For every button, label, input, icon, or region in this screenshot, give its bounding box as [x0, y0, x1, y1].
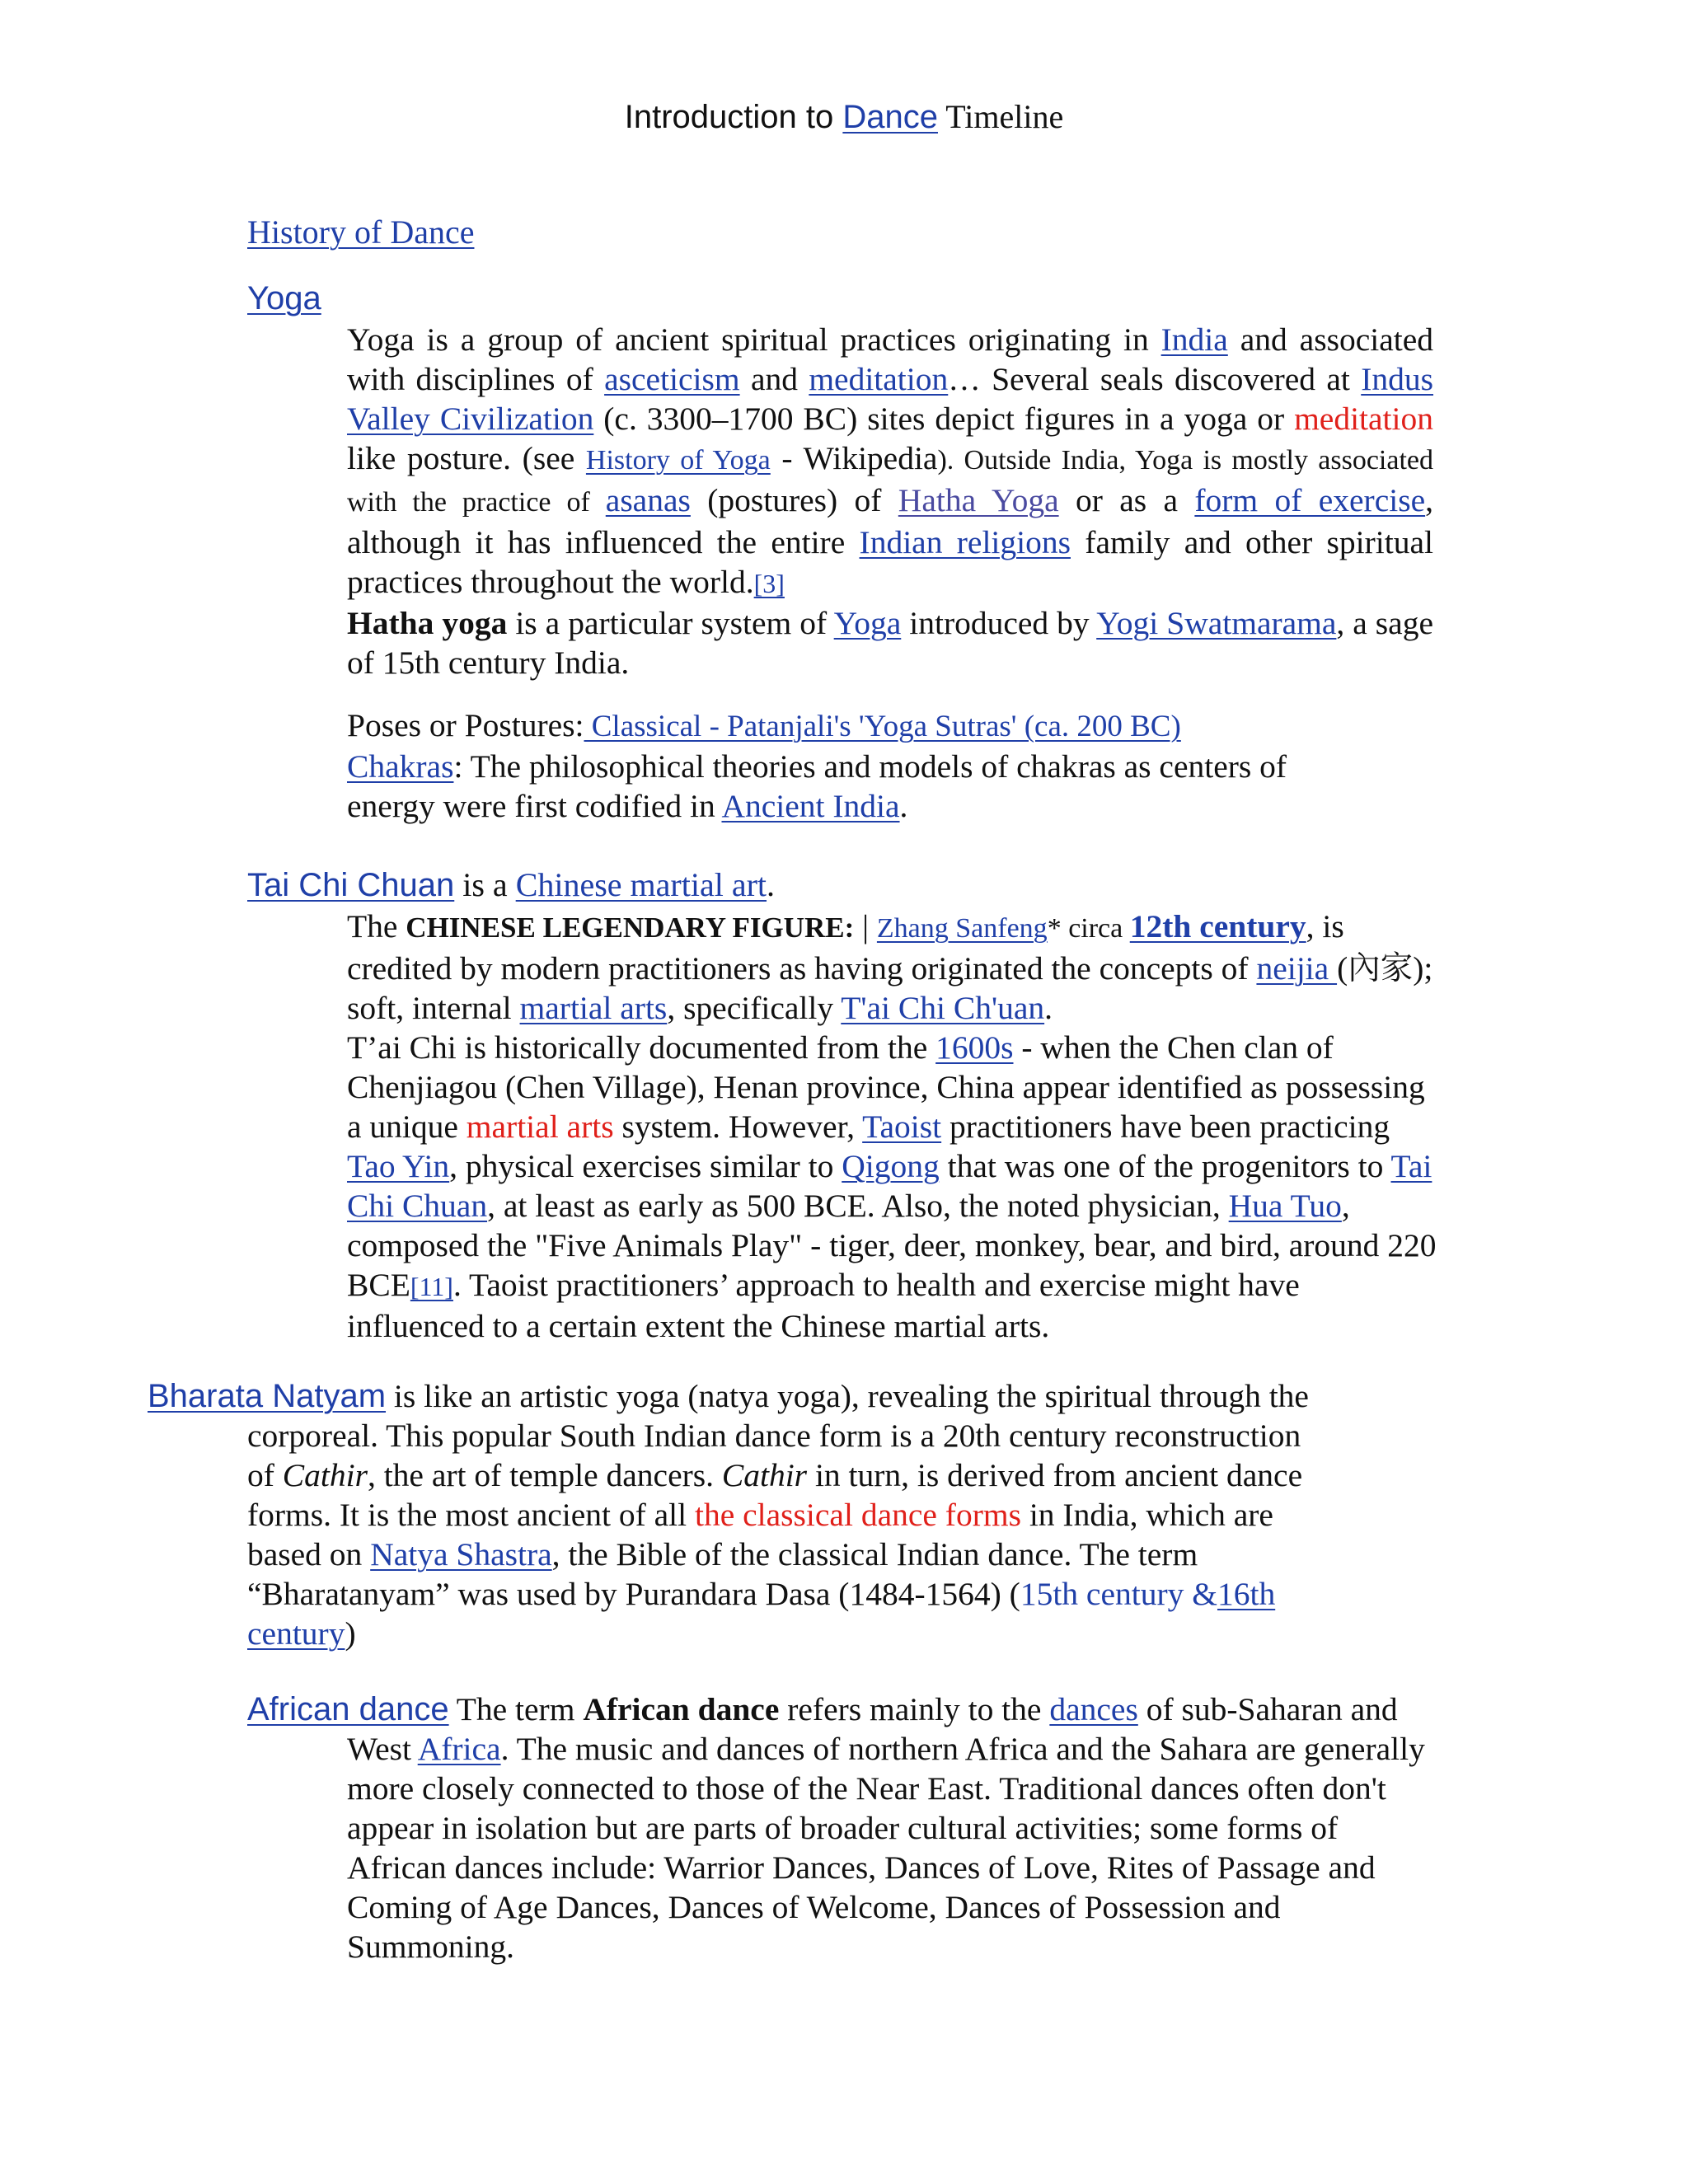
- india-link[interactable]: India: [1160, 321, 1228, 358]
- text: in turn, is derived from ancient dance forms. It is the most ancient of all: [247, 1457, 1303, 1533]
- text: * circa: [1047, 913, 1130, 944]
- qigong-link[interactable]: Qigong: [842, 1148, 940, 1184]
- legendary-figure-bold: CHINESE LEGENDARY FIGURE:: [406, 912, 855, 944]
- text: - Wikipedia: [770, 440, 938, 476]
- cathir-italic-2: Cathir: [721, 1457, 808, 1493]
- text: … Several seals discovered at: [948, 361, 1362, 397]
- text: |: [854, 908, 877, 944]
- natya-shastra-link[interactable]: Natya Shastra: [370, 1536, 552, 1572]
- asceticism-link[interactable]: asceticism: [604, 361, 740, 397]
- yoga-heading-link[interactable]: Yoga: [247, 280, 321, 316]
- tai-chi-chuan-link-2[interactable]: Tai Chi Chuan: [347, 1148, 1432, 1224]
- tai-chi-chuan-link[interactable]: T'ai Chi Ch'uan: [841, 990, 1045, 1026]
- text: , composed the "Five Animals Play" - tiger, deer, monkey, bear, and bird, around 220 BCE: [347, 1188, 1437, 1303]
- text: , at least as early as 500 BCE. Also, the noted physician,: [487, 1188, 1229, 1224]
- text: family and other spiritual practices throughout the world.: [347, 524, 1433, 600]
- text: refers mainly to the: [779, 1691, 1050, 1727]
- taoist-link[interactable]: Taoist: [862, 1108, 942, 1145]
- text: like posture. (see: [347, 440, 586, 476]
- text: is a: [454, 866, 516, 903]
- ref-3-link[interactable]: [3]: [753, 569, 785, 598]
- african-dance-bold: African dance: [583, 1691, 780, 1727]
- taichi-paragraph: [347, 907, 1443, 1346]
- text: practitioners have been practicing: [941, 1108, 1390, 1145]
- ref-11-link[interactable]: [11]: [410, 1272, 453, 1301]
- hatha-yoga-link[interactable]: Hatha Yoga: [898, 482, 1059, 518]
- text: , the Bible of the classical Indian dance. The term “Bharatanyam” was used by Purandara Dasa (1484-1564) (: [247, 1536, 1198, 1612]
- indian-religions-link[interactable]: Indian religions: [859, 524, 1071, 560]
- text: is a particular system of: [507, 605, 834, 641]
- text: that was one of the progenitors to: [939, 1148, 1391, 1184]
- hua-tuo-link[interactable]: Hua Tuo: [1228, 1188, 1342, 1224]
- taichi-heading-link[interactable]: Tai Chi Chuan: [247, 867, 455, 903]
- ancient-india-link[interactable]: Ancient India: [721, 788, 900, 824]
- text: Poses or Postures:: [347, 707, 584, 743]
- text: The: [347, 908, 406, 944]
- text: (內家); soft, internal: [347, 950, 1433, 1026]
- title-prefix: Introduction to: [624, 99, 843, 135]
- neijia-link[interactable]: neijia: [1256, 950, 1338, 987]
- meditation-link[interactable]: meditation: [809, 361, 949, 397]
- martial-arts-link[interactable]: martial arts: [519, 990, 668, 1026]
- text: (c. 3300–1700 BC) sites depict figures in a yoga or: [593, 401, 1295, 437]
- text: .: [1044, 990, 1053, 1026]
- history-of-dance-link[interactable]: History of Dance: [247, 213, 475, 251]
- text: - when the Chen clan of Chenjiagou (Chen Village), Henan province, China appear identified as possessing a unique: [347, 1029, 1425, 1145]
- dance-link[interactable]: Dance: [842, 99, 938, 135]
- text: of sub-Saharan and West: [347, 1691, 1398, 1767]
- classical-patanjali-link[interactable]: Classical - Patanjali's 'Yoga Sutras' (ca. 200 BC): [584, 710, 1181, 743]
- text: introduced by: [901, 605, 1097, 641]
- dances-link[interactable]: dances: [1049, 1691, 1138, 1727]
- text: in India, which are based on: [247, 1497, 1273, 1572]
- sixteenth-century-link[interactable]: 16th century: [247, 1576, 1276, 1652]
- text: is like an artistic yoga (natya yoga), revealing the spiritual through the corporeal. This popular South Indian dance form is a 20th century reconstruction of: [247, 1378, 1309, 1493]
- text: (postures) of: [690, 482, 898, 518]
- text: or as a: [1058, 482, 1195, 518]
- bharata-natyam-heading-link[interactable]: Bharata Natyam: [148, 1378, 387, 1414]
- yoga-postures-paragraph: [347, 705, 1303, 826]
- 1600s-link[interactable]: 1600s: [935, 1029, 1014, 1066]
- history-of-yoga-link[interactable]: History of Yoga: [585, 445, 771, 476]
- text: system. However,: [613, 1108, 863, 1145]
- text: .: [767, 866, 776, 903]
- chinese-martial-art-link[interactable]: Chinese martial art: [515, 866, 767, 903]
- text: .: [899, 788, 908, 824]
- taichi-heading-row: [247, 865, 775, 904]
- indus-valley-link[interactable]: Indus Valley Civilization: [347, 361, 1433, 437]
- yoga-paragraph: [347, 320, 1433, 682]
- text: , the art of temple dancers.: [367, 1457, 722, 1493]
- fifteenth-century-text: 15th century &: [1020, 1576, 1217, 1612]
- text: Yoga is a group of ancient spiritual practices originating in: [347, 321, 1161, 358]
- text: , specifically: [667, 990, 842, 1026]
- text: and: [739, 361, 809, 397]
- yoga-link[interactable]: Yoga: [833, 605, 902, 641]
- text: . The music and dances of northern Africa and the Sahara are generally more closely connected to those of the Near East. Traditional dances often don't appear in isolation but are parts of broader cultural activities; some forms of African dances include: Warrior Dances, Dances of Love, Rites of Passage and Coming of Age Dances, Dances of Welcome, Dances of Possession and Summoning.: [347, 1731, 1425, 1965]
- text: . Taoist practitioners’ approach to health and exercise might have influenced to a certain extent the Chinese martial arts.: [347, 1267, 1300, 1344]
- text: ). Outside India, Yoga is mostly associated with the practice of: [347, 445, 1433, 518]
- yogi-swatmarama-link[interactable]: Yogi Swatmarama: [1096, 605, 1337, 641]
- chakras-link[interactable]: Chakras: [347, 748, 454, 785]
- cathir-italic: Cathir: [282, 1457, 368, 1493]
- page-title: [0, 97, 1688, 136]
- bharata-paragraph: [148, 1376, 1334, 1653]
- hatha-yoga-bold: Hatha yoga: [347, 605, 508, 641]
- asanas-link[interactable]: asanas: [605, 482, 691, 518]
- text: and associated with disciplines of: [347, 321, 1434, 397]
- text: , physical exercises similar to: [449, 1148, 842, 1184]
- text: , although it has influenced the entire: [347, 482, 1433, 560]
- yoga-heading-row: [247, 279, 321, 317]
- tao-yin-link[interactable]: Tao Yin: [347, 1148, 450, 1184]
- text: , a sage of 15th century India.: [347, 605, 1433, 681]
- zhang-sanfeng-link[interactable]: Zhang Sanfeng: [876, 913, 1048, 944]
- african-paragraph: [247, 1690, 1433, 1966]
- text: ): [345, 1615, 356, 1652]
- form-of-exercise-link[interactable]: form of exercise: [1194, 482, 1426, 518]
- meditation-red-text: meditation: [1294, 401, 1433, 437]
- african-dance-heading-link[interactable]: African dance: [247, 1691, 449, 1727]
- twelfth-century-link[interactable]: 12th century: [1129, 908, 1306, 944]
- classical-dance-forms-red-text: the classical dance forms: [695, 1497, 1021, 1533]
- text: T’ai Chi is historically documented from the: [347, 1029, 936, 1066]
- martial-arts-red-text: martial arts: [466, 1108, 614, 1145]
- text: The term: [448, 1691, 584, 1727]
- text: , is credited by modern practitioners as having originated the concepts of: [347, 908, 1344, 987]
- title-suffix: Timeline: [937, 98, 1064, 135]
- africa-link[interactable]: Africa: [417, 1731, 501, 1767]
- text: : The philosophical theories and models of chakras as centers of energy were first codified in: [347, 748, 1287, 824]
